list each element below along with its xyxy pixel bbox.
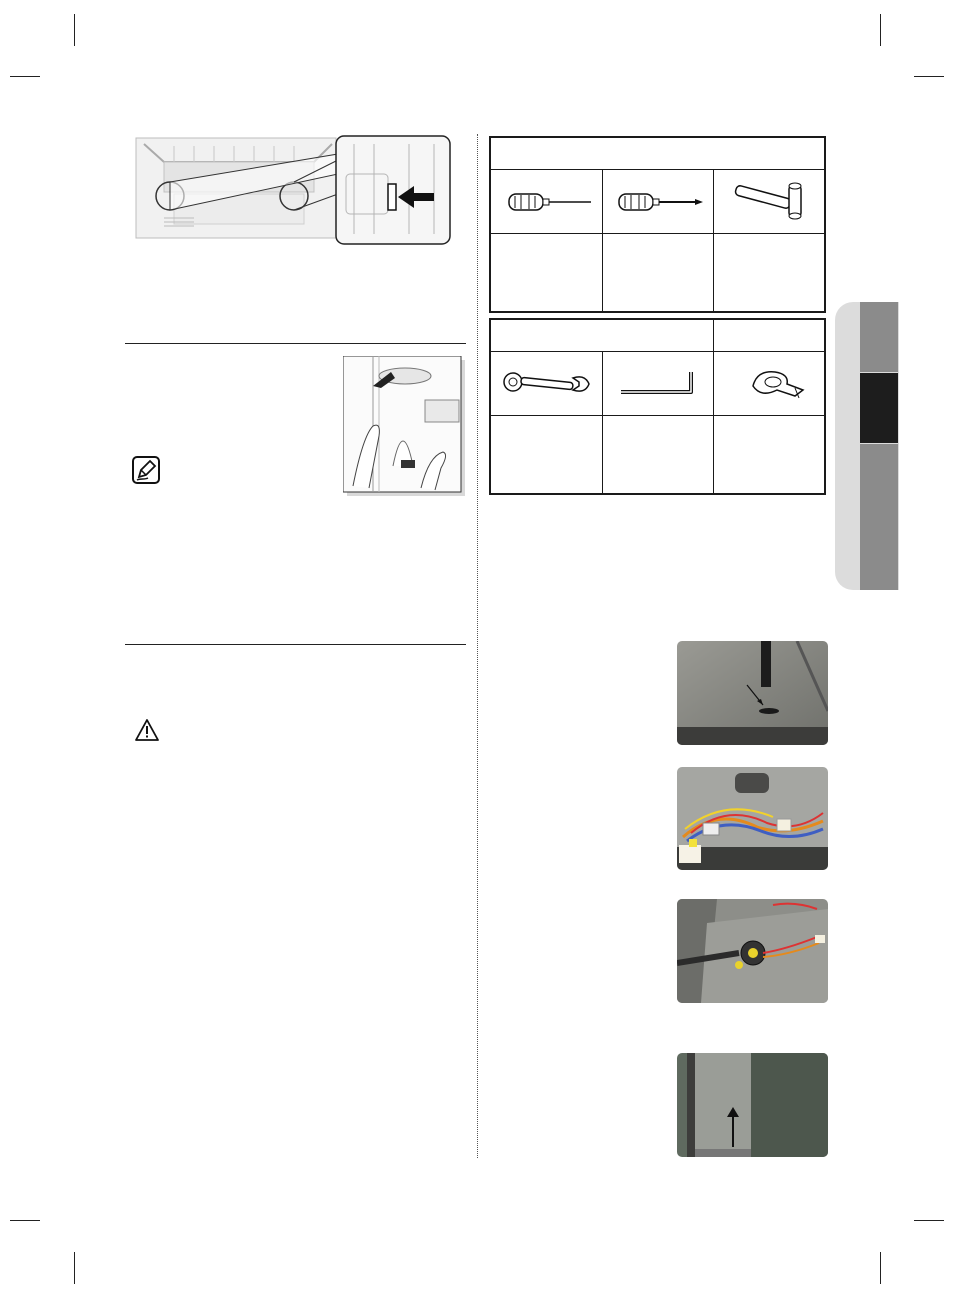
note-pencil-icon: [132, 456, 160, 484]
crop-mark-bottom-right-h: [914, 1220, 944, 1221]
flat-screwdriver-icon: [505, 190, 595, 219]
door-bottom-photo: [677, 1053, 828, 1157]
crop-mark-top-left-v: [74, 14, 75, 46]
socket-wrench-icon: [731, 180, 821, 231]
crop-mark-top-right-h: [914, 76, 944, 77]
fridge-top-illustration: [134, 134, 452, 248]
crop-mark-bottom-left-v: [74, 1252, 75, 1284]
crop-mark-bottom-right-v: [880, 1252, 881, 1284]
drill-hole-photo: [677, 641, 828, 745]
door-lift-illustration: [343, 356, 467, 498]
clip-part-icon: [747, 364, 811, 409]
crop-mark-bottom-left-h: [10, 1220, 40, 1221]
tools-table-2: [489, 318, 826, 495]
warning-triangle-icon: [134, 718, 160, 742]
crop-mark-top-left-h: [10, 76, 40, 77]
side-tab-1: [860, 302, 898, 372]
section-rule-1: [125, 343, 466, 344]
phillips-screwdriver-icon: [615, 190, 705, 219]
tools-table-1: [489, 136, 826, 313]
hex-key-icon: [619, 370, 699, 405]
spanner-wrench-icon: [501, 370, 593, 403]
wire-harness-photo: [677, 767, 828, 870]
column-divider: [477, 134, 478, 1158]
hinge-wrench-photo: [677, 899, 828, 1003]
section-rule-2: [125, 644, 466, 645]
crop-mark-top-right-v: [880, 14, 881, 46]
side-tab-2: [860, 373, 898, 443]
side-tab-3: [860, 444, 898, 590]
